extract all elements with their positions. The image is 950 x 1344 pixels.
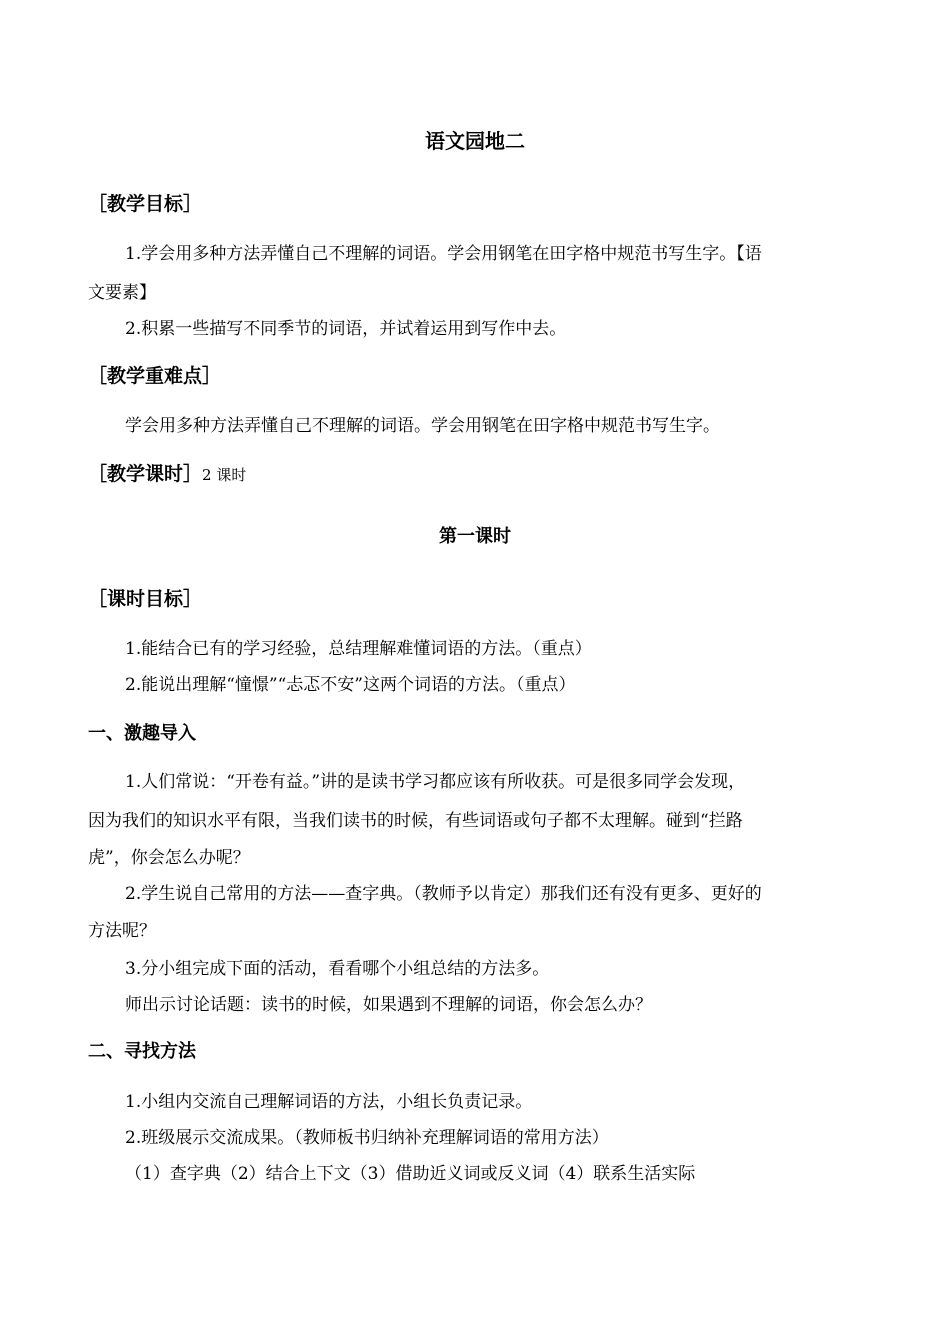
key-points-heading: ［教学重难点］ [88, 365, 222, 387]
teaching-goal-1-line-1: 1.学会用多种方法弄懂自己不理解的词语。学会用钢笔在田字格中规范书写生字。【语 [125, 244, 762, 264]
section-1-p1-line-3: 虎”，你会怎么办呢？ [88, 848, 250, 868]
lesson-goals-heading: ［课时目标］ [88, 588, 203, 610]
section-2-p1: 1.小组内交流自己理解词语的方法，小组长负责记录。 [125, 1092, 533, 1112]
section-1-p1-line-2: 因为我们的知识水平有限，当我们读书的时候，有些词语或句子都不太理解。碰到“拦路 [88, 811, 743, 831]
key-points-text: 学会用多种方法弄懂自己不理解的词语。学会用钢笔在田字格中规范书写生字。 [125, 416, 720, 436]
lesson-hours-line [88, 462, 246, 487]
section-1-heading: 一、激趣导入 [88, 723, 196, 744]
section-2-p2: 2.班级展示交流成果。（教师板书归纳补充理解词语的常用方法） [125, 1128, 609, 1148]
section-1-p2-line-2: 方法呢？ [88, 921, 156, 941]
section-1-p2-line-1: 2.学生说自己常用的方法——查字典。（教师予以肯定）那我们还有没有更多、更好的 [125, 884, 762, 904]
lesson-goal-1: 1.能结合已有的学习经验，总结理解难懂词语的方法。（重点） [125, 639, 592, 659]
section-2-p3: （1）查字典（2）结合上下文（3）借助近义词或反义词（4）联系生活实际 [125, 1164, 696, 1184]
lesson-hours-heading: ［教学课时］ [88, 463, 203, 485]
teaching-goal-2: 2.积累一些描写不同季节的词语，并试着运用到写作中去。 [125, 319, 567, 339]
lesson-goal-2: 2.能说出理解“憧憬”“忐忑不安”这两个词语的方法。（重点） [125, 675, 576, 695]
section-1-p4: 师出示讨论话题：读书的时候，如果遇到不理解的词语，你会怎么办？ [125, 995, 652, 1015]
teaching-goals-heading: ［教学目标］ [88, 193, 203, 215]
page-title: 语文园地二 [425, 129, 525, 153]
first-lesson-title: 第一课时 [439, 526, 511, 547]
section-2-heading: 二、寻找方法 [88, 1041, 196, 1062]
section-1-p3: 3.分小组完成下面的活动，看看哪个小组总结的方法多。 [125, 959, 550, 979]
lesson-hours-value: 2 课时 [202, 466, 247, 484]
section-1-p1-line-1: 1.人们常说：“开卷有益。”讲的是读书学习都应该有所收获。可是很多同学会发现， [125, 772, 746, 792]
teaching-goal-1-line-2: 文要素】 [88, 283, 156, 303]
